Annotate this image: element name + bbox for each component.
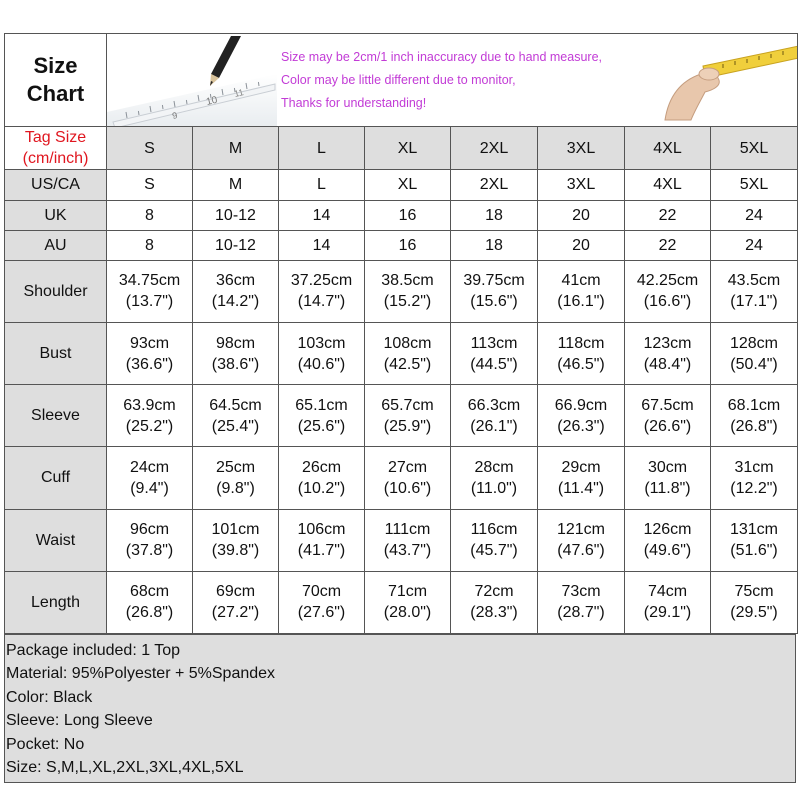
ruler-digit-9: 9 [171,110,179,122]
cm-value: 74cm [647,583,688,601]
cm-value: 128cm [729,334,779,352]
cm-value: 70cm [301,583,342,601]
inch-value: (14.2") [211,293,260,311]
region-size-cell: 8 [107,200,193,230]
notice-banner [107,34,797,126]
inch-value: (26.3") [557,417,605,435]
tag-size-cell: 3XL [538,127,625,170]
info-pocket: Pocket: No [6,735,85,753]
inch-value: (11.0") [470,479,518,497]
region-size-cell: 24 [711,230,798,260]
info-size: Size: S,M,L,XL,2XL,3XL,4XL,5XL [6,759,244,777]
inch-value: (29.1") [643,604,692,622]
region-size-cell: M [193,170,279,200]
measurement-cell [711,447,798,509]
measurement-cell [107,385,193,447]
measurement-cell [365,571,451,633]
region-label: US/CA [5,170,107,200]
region-size-cell: 10-12 [193,230,279,260]
inch-value: (41.7") [297,542,346,560]
notice-line-1: Size may be 2cm/1 inch inaccuracy due to hand measure, [281,50,603,65]
inch-value: (25.9") [383,417,432,435]
notice-line-3: Thanks for understanding! [281,96,427,111]
inch-value: (25.4") [211,417,260,435]
measurement-cell [279,509,365,571]
cm-value: 116cm [470,521,518,539]
pencil-icon [210,36,241,86]
region-size-cell: 2XL [451,170,538,200]
inch-value: (50.4") [730,355,778,373]
region-row [5,200,798,230]
measurement-cell [193,509,279,571]
region-size-cell: L [279,170,365,200]
tag-size-label [23,129,89,167]
measurement-label: Bust [5,322,107,384]
measurement-cell [625,385,711,447]
measurement-cell [193,322,279,384]
measurement-cell [625,571,711,633]
inch-value: (28.7") [557,604,605,622]
cm-value: 111cm [384,521,431,539]
cm-value: 106cm [297,521,346,539]
cm-value: 103cm [297,334,346,352]
measurement-cell [279,385,365,447]
inch-value: (17.1") [730,293,778,311]
cm-value: 42.25cm [636,272,699,290]
inch-value: (26.8") [730,417,778,435]
tag-size-cell: S [107,127,193,170]
header-row [5,34,798,127]
region-size-cell: 4XL [625,170,711,200]
cm-value: 131cm [729,521,779,539]
measurement-cell [711,385,798,447]
cm-value: 63.9cm [123,396,176,414]
inch-value: (14.7") [297,293,346,311]
cm-value: 38.5cm [381,272,434,290]
measurement-label: Sleeve [5,385,107,447]
region-size-cell: 22 [625,200,711,230]
cm-value: 26cm [301,458,342,476]
ruler-digit-11: 11 [233,87,245,100]
measurement-cell [538,571,625,633]
hand-icon [665,68,719,120]
measurement-cell [711,571,798,633]
inch-value: (26.1") [470,417,518,435]
measurement-cell [451,322,538,384]
cm-value: 118cm [557,334,605,352]
size-chart-title-cell [5,34,107,127]
measurement-cell [365,509,451,571]
measuring-tape-image [643,34,797,126]
inch-value: (13.7") [125,293,174,311]
inch-value: (37.8") [125,542,174,560]
cm-value: 24cm [129,458,170,476]
region-size-cell: 14 [279,200,365,230]
measurement-cell [538,509,625,571]
measurement-label: Waist [5,509,107,571]
region-size-cell: 8 [107,230,193,260]
inch-value: (48.4") [643,355,692,373]
cm-value: 98cm [215,334,256,352]
measurement-cell [365,447,451,509]
inch-value: (10.2") [297,479,346,497]
cm-value: 96cm [129,521,170,539]
inch-value: (9.4") [130,479,169,497]
measurement-cell [107,322,193,384]
tag-size-label-line-1: Tag Size [24,129,87,147]
measurement-cell [451,385,538,447]
measurement-cell [625,447,711,509]
measurement-cell [451,260,538,322]
region-row [5,170,798,200]
tag-size-cell: 2XL [451,127,538,170]
inch-value: (15.2") [383,293,432,311]
tag-size-label-line-2: (cm/inch) [22,150,89,168]
inch-value: (28.0") [383,604,432,622]
inch-value: (25.2") [125,417,174,435]
inch-value: (40.6") [297,355,346,373]
region-size-cell: XL [365,170,451,200]
ruler-pencil-image [107,34,277,126]
notice-line-2: Color may be little different due to monitor, [281,73,516,88]
region-size-cell: 5XL [711,170,798,200]
measurement-row [5,385,798,447]
measurement-cell [193,447,279,509]
inch-value: (43.7") [383,542,432,560]
measurement-label: Shoulder [5,260,107,322]
measurement-cell [625,322,711,384]
inch-value: (10.6") [383,479,432,497]
measurement-cell [538,385,625,447]
inch-value: (46.5") [557,355,605,373]
measurement-cell [625,260,711,322]
cm-value: 27cm [387,458,428,476]
cm-value: 68cm [129,583,170,601]
region-size-cell: 22 [625,230,711,260]
measurement-cell [451,447,538,509]
tag-size-cell: M [193,127,279,170]
inch-value: (45.7") [470,542,518,560]
cm-value: 39.75cm [463,272,525,290]
cm-value: 25cm [215,458,256,476]
region-size-cell: 18 [451,230,538,260]
tag-size-label-cell [5,127,107,170]
tag-size-cell: XL [365,127,451,170]
region-size-cell: 3XL [538,170,625,200]
region-label: AU [5,230,107,260]
measurement-cell [365,385,451,447]
cm-value: 73cm [561,583,601,601]
info-package: Package included: 1 Top [6,642,181,659]
inch-value: (28.3") [470,604,518,622]
title-line-2: Chart [26,81,85,107]
measurement-cell [107,260,193,322]
inch-value: (15.6") [470,293,518,311]
tag-size-cell: 5XL [711,127,798,170]
cm-value: 113cm [470,334,518,352]
cm-value: 29cm [561,458,601,476]
tag-size-cell: L [279,127,365,170]
inch-value: (16.6") [643,293,692,311]
inch-value: (11.8") [644,479,691,497]
region-size-cell: 24 [711,200,798,230]
cm-value: 108cm [383,334,432,352]
measurement-cell [107,509,193,571]
info-color: Color: Black [6,688,93,706]
inch-value: (49.6") [643,542,692,560]
cm-value: 30cm [647,458,688,476]
inch-value: (12.2") [730,479,778,497]
cm-value: 93cm [129,334,170,352]
inch-value: (44.5") [470,355,518,373]
cm-value: 121cm [556,521,606,539]
cm-value: 123cm [643,334,692,352]
region-size-cell: S [107,170,193,200]
cm-value: 67.5cm [641,396,694,414]
inch-value: (27.2") [211,604,260,622]
inch-value: (38.6") [211,355,260,373]
cm-value: 66.3cm [467,396,521,414]
size-chart-table [4,33,798,634]
region-size-cell: 10-12 [193,200,279,230]
region-size-cell: 20 [538,230,625,260]
region-size-cell: 16 [365,230,451,260]
cm-value: 31cm [734,458,774,476]
measurement-row [5,571,798,633]
cm-value: 36cm [215,272,256,290]
measurement-cell [711,509,798,571]
measurement-cell [107,447,193,509]
ruler-digit-10: 10 [205,94,219,109]
measurement-cell [279,447,365,509]
region-size-cell: 14 [279,230,365,260]
info-sleeve: Sleeve: Long Sleeve [6,712,153,730]
cm-value: 72cm [474,583,514,601]
measurement-cell [107,571,193,633]
inch-value: (39.8") [211,542,260,560]
cm-value: 65.1cm [295,396,348,414]
cm-value: 75cm [734,583,774,601]
cm-value: 66.9cm [554,396,608,414]
measurement-cell [193,260,279,322]
measurement-cell [279,322,365,384]
measurement-cell [365,322,451,384]
cm-value: 71cm [387,583,428,601]
inch-value: (25.6") [297,417,346,435]
cm-value: 37.25cm [290,272,353,290]
measurement-cell [538,447,625,509]
measurement-row [5,509,798,571]
tag-size-row [5,127,798,170]
measurement-cell [538,260,625,322]
inch-value: (26.8") [125,604,174,622]
measurement-cell [711,322,798,384]
title-line-1: Size [33,53,78,79]
cm-value: 126cm [643,521,692,539]
inch-value: (42.5") [383,355,432,373]
notice-banner-cell [107,34,798,127]
inch-value: (36.6") [125,355,174,373]
measurement-label: Cuff [5,447,107,509]
cm-value: 65.7cm [381,396,434,414]
cm-value: 43.5cm [727,272,781,290]
measurement-cell [193,385,279,447]
measurement-cell [451,571,538,633]
cm-value: 34.75cm [118,272,181,290]
inch-value: (16.1") [557,293,605,311]
region-label: UK [5,200,107,230]
measurement-cell [711,260,798,322]
cm-value: 41cm [561,272,601,290]
inch-value: (29.5") [730,604,778,622]
product-info-box [4,634,796,783]
inch-value: (26.6") [643,417,692,435]
cm-value: 28cm [474,458,514,476]
measurement-cell [193,571,279,633]
inch-value: (47.6") [557,542,605,560]
measurement-cell [625,509,711,571]
region-size-cell: 18 [451,200,538,230]
tag-size-cell: 4XL [625,127,711,170]
measurement-cell [451,509,538,571]
measurement-cell [279,260,365,322]
cm-value: 68.1cm [727,396,781,414]
measurement-row [5,260,798,322]
inch-value: (11.4") [557,479,605,497]
cm-value: 64.5cm [209,396,262,414]
region-row [5,230,798,260]
region-size-cell: 16 [365,200,451,230]
inch-value: (9.8") [216,479,255,497]
info-material: Material: 95%Polyester + 5%Spandex [6,665,276,683]
inch-value: (27.6") [297,604,346,622]
notice-text [281,46,602,115]
measurement-row [5,447,798,509]
cm-value: 69cm [215,583,256,601]
measurement-label: Length [5,571,107,633]
measurement-row [5,322,798,384]
measurement-cell [365,260,451,322]
inch-value: (51.6") [730,542,778,560]
measurement-cell [538,322,625,384]
measurement-cell [279,571,365,633]
region-size-cell: 20 [538,200,625,230]
size-chart-title [5,52,106,108]
cm-value: 101cm [211,521,260,539]
